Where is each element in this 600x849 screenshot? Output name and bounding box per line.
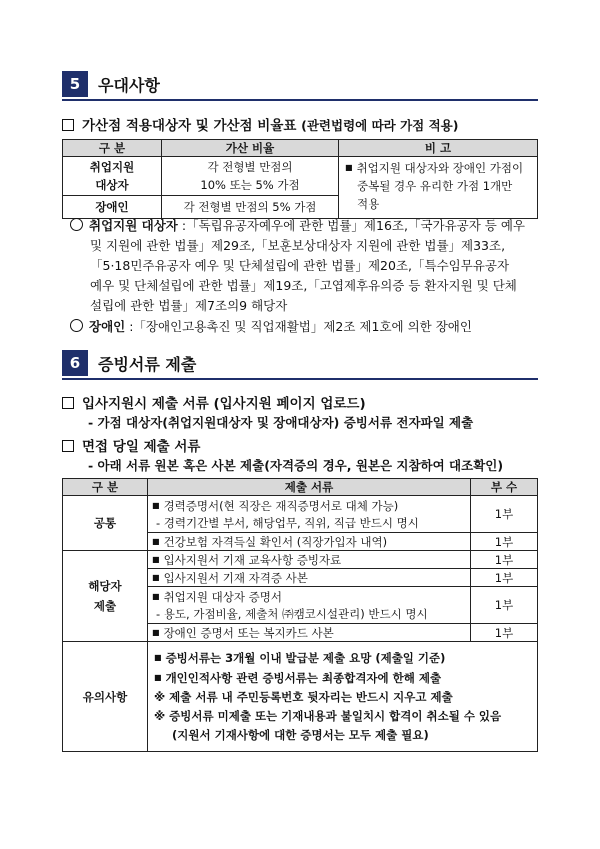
item-text: :「장애인고용촉진 및 직업재활법」제2조 제1호에 의한 장애인 [125,319,472,334]
section-5-header [62,71,538,97]
section-divider [62,378,538,380]
square-bullet-icon [62,119,74,131]
note-line: ※ 제출 서류 내 주민등록번호 뒷자리는 반드시 지우고 제출 [154,690,453,704]
item-text: 「5·18민주유공자 예우 및 단체설립에 관한 법률」제20조,「특수임무유공자 [90,258,510,273]
cell-line: 입사지원서 기재 자격증 사본 [163,570,308,585]
cell-line: 취업지원 [89,160,135,174]
table-cell [148,624,471,642]
square-bullet-icon: ■ [345,163,353,172]
note-line: 개인인적사항 관련 증빙서류는 최종합격자에 한해 제출 [165,671,442,685]
table-cell: 유의사항 [63,642,148,752]
subheading-online-docs [62,392,366,412]
table-header: 구 분 [63,479,148,496]
item-text: 및 지원에 관한 법률」제29조,「보훈보상대상자 지원에 관한 법률」제33조, [90,238,506,253]
subheading-interview-docs [62,435,200,455]
item-text: 예우 및 단체설립에 관한 법률」제19조,「고엽제후유의증 등 환자지원 및 단체 [90,278,517,293]
table-cell [162,157,339,196]
circle-bullet-icon [70,319,83,332]
table-cell [63,551,148,642]
subheading-text: 면접 당일 제출 서류 [82,439,201,455]
subheading-main: 가산점 적용대상자 및 가산점 비율표 [82,118,297,134]
square-bullet-icon: ■ [152,627,160,637]
table-cell [148,496,471,533]
cell-line: 중복될 경우 유리한 가점 1개만 [357,179,513,193]
table-header: 제출 서류 [148,479,471,496]
item-label: 취업지원 대상자 [89,218,178,233]
table-cell: 1부 [471,496,538,533]
subheading-text: 입사지원시 제출 서류 (입사지원 페이지 업로드) [82,396,366,412]
subheading-note: (관련법령에 따라 가점 적용) [301,118,459,133]
circle-bullet-icon [70,218,83,231]
table-cell: 각 전형별 만점의 5% 가점 [162,196,339,219]
table-cell [148,587,471,624]
cell-line: 해당자 [88,579,122,593]
cell-line: 10% 또는 5% 가점 [200,178,300,192]
table-cell-notes [148,642,538,752]
table-cell [63,157,162,196]
section-divider [62,99,538,101]
cell-line: 대상자 [95,178,129,192]
detail-interview-docs: - 아래 서류 원본 혹은 사본 제출(자격증의 경우, 원본은 지참하여 대조확인) [88,458,504,473]
cell-line: 경력증명서(현 직장은 재직증명서로 대체 가능) [163,498,399,513]
table-cell: 1부 [471,624,538,642]
table-cell [148,551,471,569]
table-cell: 장애인 [63,196,162,219]
table-header: 구 분 [63,140,162,157]
square-bullet-icon: ■ [152,500,160,510]
cell-line: 각 전형별 만점의 [207,160,293,174]
item-text: 설립에 관한 법률」제7조의9 해당자 [90,298,288,313]
square-bullet-icon [62,397,74,409]
note-line: (지원서 기재사항에 대한 증명서는 모두 제출 필요) [172,728,429,742]
section-6-header [62,350,538,376]
square-bullet-icon: ■ [154,653,162,662]
cell-line: 취업지원 대상자 증명서 [163,589,282,604]
documents-table [62,478,538,752]
cell-line: 취업지원 대상자와 장애인 가점이 [356,161,524,175]
cell-line: 장애인 증명서 또는 복지카드 사본 [163,625,334,640]
table-cell: 1부 [471,551,538,569]
table-header: 비 고 [339,140,538,157]
table-header: 가산 비율 [162,140,339,157]
table-cell: 공통 [63,496,148,551]
table-header: 부 수 [471,479,538,496]
cell-line: 적용 [357,197,380,211]
detail-online-docs: - 가점 대상자(취업지원대상자 및 장애대상자) 증빙서류 전자파일 제출 [88,415,474,430]
table-cell: 1부 [471,587,538,624]
cell-line: - 경력기간별 부서, 해당업무, 직위, 직급 반드시 명시 [156,515,419,530]
item-disabled [70,317,540,337]
cell-line: 건강보험 자격득실 확인서 (직장가입자 내역) [163,534,388,549]
table-cell [148,569,471,587]
note-line: 증빙서류는 3개월 이내 발급분 제출 요망 (제출일 기준) [165,651,446,665]
square-bullet-icon: ■ [152,591,160,601]
subheading-bonus-table [62,114,458,134]
table-cell-note [339,157,538,219]
section-number: 5 [62,71,88,97]
square-bullet-icon: ■ [152,536,160,546]
section-title: 우대사항 [98,75,160,95]
section-title: 증빙서류 제출 [98,354,197,374]
bonus-table [62,139,538,219]
section-number: 6 [62,350,88,376]
note-line: ※ 증빙서류 미제출 또는 기재내용과 불일치시 합격이 취소될 수 있음 [154,709,502,723]
table-cell: 1부 [471,533,538,551]
cell-line: - 용도, 가점비율, 제출처 ㈜캠코시설관리) 반드시 명시 [156,606,428,621]
table-cell: 1부 [471,569,538,587]
cell-line: 제출 [93,599,117,613]
square-bullet-icon: ■ [154,673,162,682]
item-text: :「독립유공자예우에 관한 법률」제16조,「국가유공자 등 예우 [177,218,525,233]
square-bullet-icon [62,440,74,452]
square-bullet-icon: ■ [152,572,160,582]
table-cell [148,533,471,551]
cell-line: 입사지원서 기재 교육사항 증빙자료 [163,552,342,567]
item-employment-support [70,216,540,316]
square-bullet-icon: ■ [152,554,160,564]
item-label: 장애인 [89,319,126,334]
